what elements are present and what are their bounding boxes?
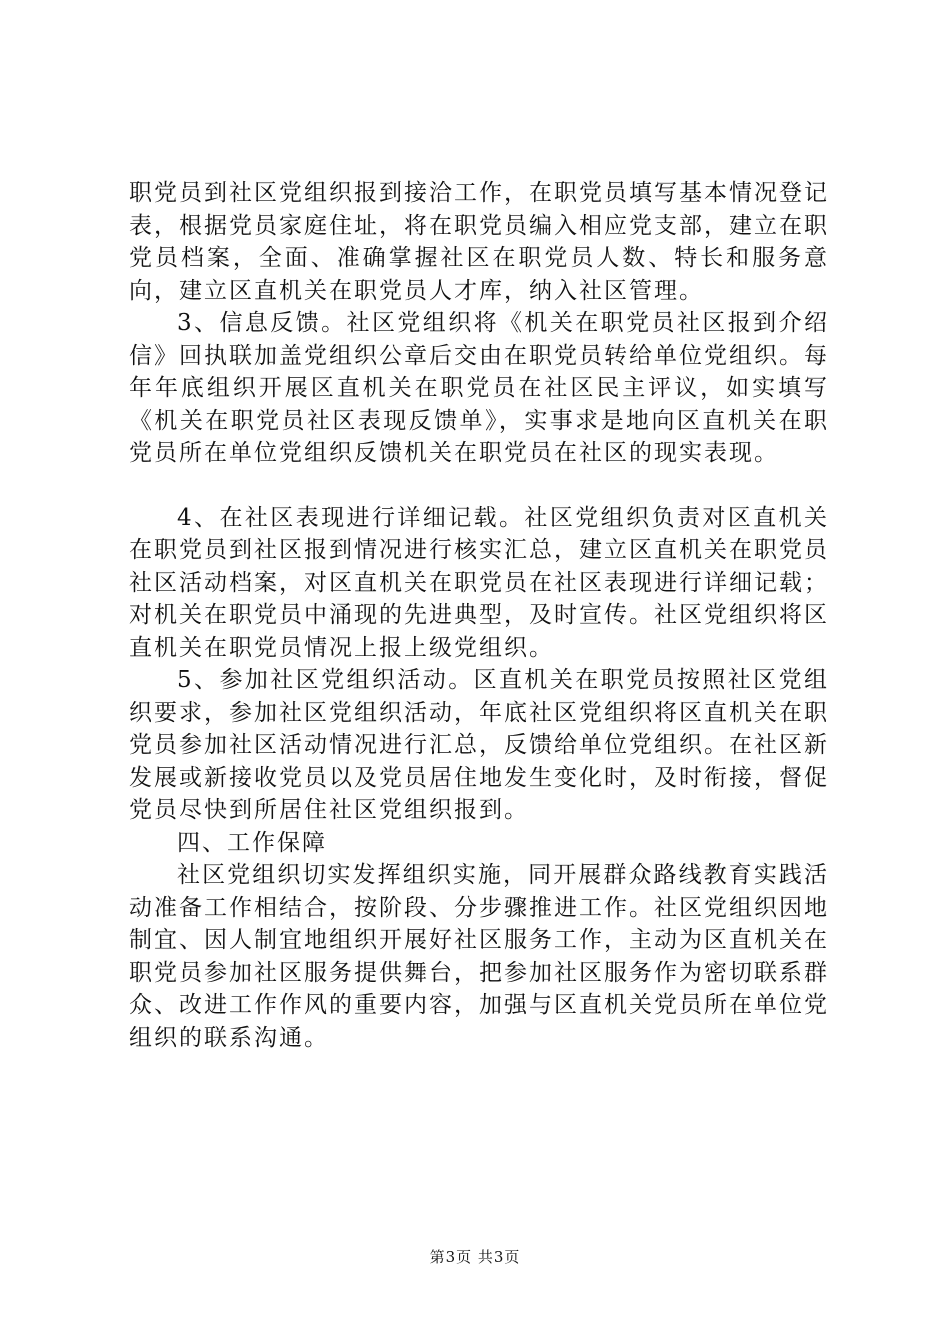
paragraph-work-guarantee: 社区党组织切实发挥组织实施，同开展群众路线教育实践活动准备工作相结合，按阶段、分步骤推进工作。社区党组织因地制宜、因人制宜地组织开展好社区服务工作，主动为区直机关在职党员参加社区服务提供舞台，把参加社区服务作为密切联系群众、改进工作作风的重要内容，加强与区直机关党员所在单位党组织的联系沟通。 — [129, 862, 829, 1051]
page-footer: 第3页 共3页 — [429, 1248, 521, 1266]
paragraph-info-feedback: 3、信息反馈。社区党组织将《机关在职党员社区报到介绍信》回执联加盖党组织公章后交由在职党员转给单位党组织。每年年底组织开展区直机关在职党员在社区民主评议，如实填写《机关在职党员社区表现反馈单》，实事求是地向区直机关在职党员所在单位党组织反馈机关在职党员在社区的现实表现。 — [129, 310, 829, 466]
document-body — [129, 177, 829, 1054]
paragraph-join-activities: 5、参加社区党组织活动。区直机关在职党员按照社区党组织要求，参加社区党组织活动，年底社区党组织将区直机关在职党员参加社区活动情况进行汇总，反馈给单位党组织。在社区新发展或新接收党员以及党员居住地发生变化时，及时衔接，督促党员尽快到所居住社区党组织报到。 — [129, 667, 829, 823]
paragraph-detailed-records: 4、在社区表现进行详细记载。社区党组织负责对区直机关在职党员到社区报到情况进行核实汇总，建立区直机关在职党员社区活动档案，对区直机关在职党员在社区表现进行详细记载；对机关在职党员中涌现的先进典型，及时宣传。社区党组织将区直机关在职党员情况上报上级党组织。 — [129, 504, 829, 661]
section-heading-work-guarantee: 四、工作保障 — [177, 829, 327, 856]
paragraph-continuation: 职党员到社区党组织报到接洽工作，在职党员填写基本情况登记表，根据党员家庭住址，将在职党员编入相应党支部，建立在职党员档案，全面、准确掌握社区在职党员人数、特长和服务意向，建立区直机关在职党员人才库，纳入社区管理。 — [129, 180, 829, 304]
